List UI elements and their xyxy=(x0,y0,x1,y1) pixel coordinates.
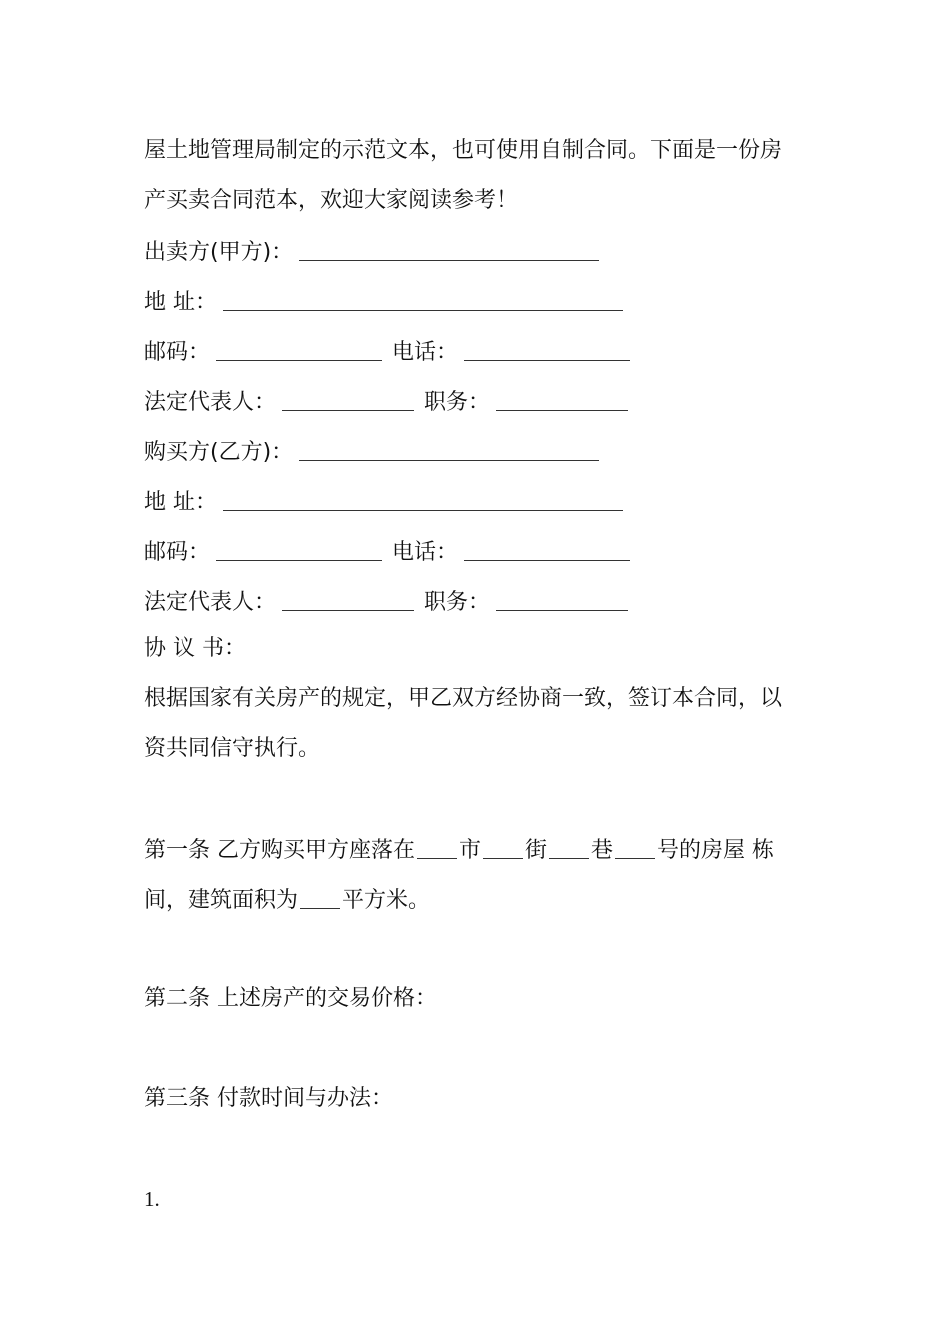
buyer-title-blank[interactable] xyxy=(496,588,628,611)
seller-rep-blank[interactable] xyxy=(282,388,414,411)
buyer-rep-label: 法定代表人： xyxy=(144,590,277,615)
seller-title-blank[interactable] xyxy=(496,388,628,411)
seller-postcode-blank[interactable] xyxy=(216,338,382,361)
buyer-name-blank[interactable] xyxy=(299,438,599,461)
buyer-phone-blank[interactable] xyxy=(464,538,630,561)
seller-address-row xyxy=(144,286,629,318)
seller-rep-label: 法定代表人： xyxy=(144,390,277,415)
article-2: 第二条 上述房产的交易价格： xyxy=(144,986,437,1011)
buyer-contact-row xyxy=(144,536,636,568)
buyer-rep-row xyxy=(144,586,634,618)
buyer-address-label: 地 址： xyxy=(144,490,217,515)
city-blank[interactable] xyxy=(417,836,457,859)
buyer-address-blank[interactable] xyxy=(223,488,623,511)
buyer-phone-label: 电话： xyxy=(392,540,459,565)
seller-rep-row xyxy=(144,386,634,418)
buyer-name-label: 购买方(乙方)： xyxy=(144,440,294,465)
payment-item-1: 1. xyxy=(144,1187,160,1211)
buyer-address-row xyxy=(144,486,629,518)
buyer-name-row xyxy=(144,436,605,468)
seller-address-blank[interactable] xyxy=(223,288,623,311)
article-1-line-2: 间，建筑面积为 平方米。 xyxy=(144,888,431,913)
buyer-postcode-blank[interactable] xyxy=(216,538,382,561)
street-blank[interactable] xyxy=(483,836,523,859)
seller-contact-row xyxy=(144,336,636,368)
seller-title-label: 职务： xyxy=(424,390,491,415)
agreement-line-2: 资共同信守执行。 xyxy=(144,736,321,761)
buyer-rep-blank[interactable] xyxy=(282,588,414,611)
seller-name-row xyxy=(144,236,605,268)
intro-line-2: 产买卖合同范本，欢迎大家阅读参考！ xyxy=(144,188,519,213)
buyer-title-label: 职务： xyxy=(424,590,491,615)
buyer-postcode-label: 邮码： xyxy=(144,540,211,565)
article-3: 第三条 付款时间与办法： xyxy=(144,1086,393,1111)
seller-address-label: 地 址： xyxy=(144,290,217,315)
seller-phone-label: 电话： xyxy=(392,340,459,365)
area-blank[interactable] xyxy=(300,886,340,909)
intro-line-1: 屋土地管理局制定的示范文本，也可使用自制合同。下面是一份房 xyxy=(144,138,783,163)
article-1-line-1: 第一条 乙方购买甲方座落在 市 街 巷 号的房屋 栋 xyxy=(144,838,775,863)
lane-blank[interactable] xyxy=(549,836,589,859)
agreement-heading: 协 议 书： xyxy=(144,636,246,661)
number-blank[interactable] xyxy=(615,836,655,859)
seller-name-label: 出卖方(甲方)： xyxy=(144,240,294,265)
seller-postcode-label: 邮码： xyxy=(144,340,211,365)
seller-name-blank[interactable] xyxy=(299,238,599,261)
agreement-line-1: 根据国家有关房产的规定，甲乙双方经协商一致，签订本合同，以 xyxy=(144,686,783,711)
seller-phone-blank[interactable] xyxy=(464,338,630,361)
